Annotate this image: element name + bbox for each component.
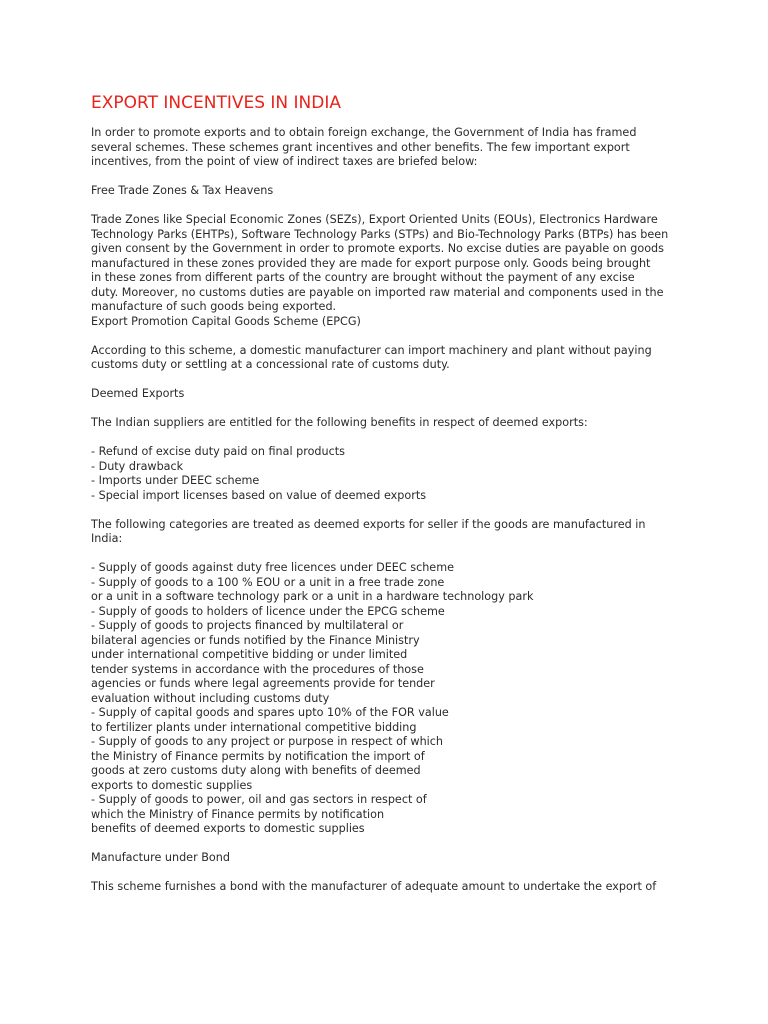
list-item: under international competitive bidding or under limited: [91, 648, 408, 661]
text-line: given consent by the Government in order to promote exports. No excise duties are payable on goods: [91, 242, 664, 255]
document-page: [91, 92, 671, 895]
page-title: EXPORT INCENTIVES IN INDIA: [91, 93, 342, 113]
list-item: evaluation without including customs duty: [91, 691, 330, 705]
list-item: exports to domestic supplies: [91, 778, 253, 792]
list-item: tender systems in accordance with the procedures of those: [91, 662, 424, 676]
deemed-intro: The Indian suppliers are entitled for the following benefits in respect of deemed exports:: [91, 416, 588, 429]
list-item: or a unit in a software technology park or a unit in a hardware technology park: [91, 590, 534, 603]
section-heading-bond: Manufacture under Bond: [91, 851, 230, 864]
text-line: duty. Moreover, no customs duties are payable on imported raw material and components used in the: [91, 285, 664, 299]
text-line: Trade Zones like Special Economic Zones (SEZs), Export Oriented Units (EOUs), Electronics Hardware: [91, 213, 658, 226]
section-heading-epcg: Export Promotion Capital Goods Scheme (EPCG): [91, 314, 361, 328]
list-item: - Supply of goods to power, oil and gas sectors in respect of: [91, 793, 427, 806]
list-item: bilateral agencies or funds notified by the Finance Ministry: [91, 633, 420, 647]
list-item: - Special import licenses based on value of deemed exports: [91, 488, 427, 502]
list-item: - Imports under DEEC scheme: [91, 474, 260, 487]
list-item: goods at zero customs duty along with benefits of deemed: [91, 764, 421, 777]
text-line: In order to promote exports and to obtain foreign exchange, the Government of India has framed: [91, 126, 637, 139]
text-line: manufactured in these zones provided they are made for export purpose only. Goods being brought: [91, 256, 651, 270]
text-line: manufacture of such goods being exported.: [91, 300, 337, 313]
text-line: customs duty or settling at a concessional rate of customs duty.: [91, 358, 450, 371]
benefits-list: [91, 445, 671, 503]
list-item: - Supply of goods to a 100 % EOU or a unit in a free trade zone: [91, 575, 445, 589]
list-item: - Supply of goods against duty free licences under DEEC scheme: [91, 561, 454, 574]
list-item: - Duty drawback: [91, 459, 184, 473]
bond-paragraph: This scheme furnishes a bond with the manufacturer of adequate amount to undertake the export of: [91, 880, 657, 893]
section-heading-deemed: Deemed Exports: [91, 387, 185, 400]
list-item: benefits of deemed exports to domestic supplies: [91, 822, 365, 835]
list-item: - Supply of capital goods and spares upto 10% of the FOR value: [91, 706, 449, 719]
categories-list: [91, 561, 671, 837]
list-item: - Refund of excise duty paid on final products: [91, 445, 345, 458]
text-line: several schemes. These schemes grant incentives and other benefits. The few important export: [91, 140, 630, 154]
intro-paragraph: [91, 126, 671, 170]
list-item: agencies or funds where legal agreements provide for tender: [91, 677, 435, 690]
list-item: to fertilizer plants under international competitive bidding: [91, 720, 417, 734]
text-line: Technology Parks (EHTPs), Software Technology Parks (STPs) and Bio-Technology Parks (BTPs) has been: [91, 227, 669, 241]
list-item: which the Ministry of Finance permits by notification: [91, 807, 385, 821]
list-item: - Supply of goods to holders of licence under the EPCG scheme: [91, 604, 445, 618]
ftz-paragraph: [91, 213, 671, 329]
text-line: The following categories are treated as deemed exports for seller if the goods are manufactured in: [91, 517, 646, 531]
text-line: According to this scheme, a domestic manufacturer can import machinery and plant without paying: [91, 343, 652, 357]
list-item: - Supply of goods to any project or purpose in respect of which: [91, 735, 444, 748]
text-line: India:: [91, 532, 123, 545]
epcg-paragraph: [91, 344, 671, 373]
list-item: - Supply of goods to projects financed by multilateral or: [91, 619, 404, 632]
section-heading-ftz: Free Trade Zones & Tax Heavens: [91, 184, 274, 197]
text-line: in these zones from different parts of the country are brought without the payment of any excise: [91, 271, 635, 284]
text-line: incentives, from the point of view of indirect taxes are briefed below:: [91, 155, 478, 168]
categories-intro: [91, 518, 671, 547]
list-item: the Ministry of Finance permits by notification the import of: [91, 749, 425, 763]
